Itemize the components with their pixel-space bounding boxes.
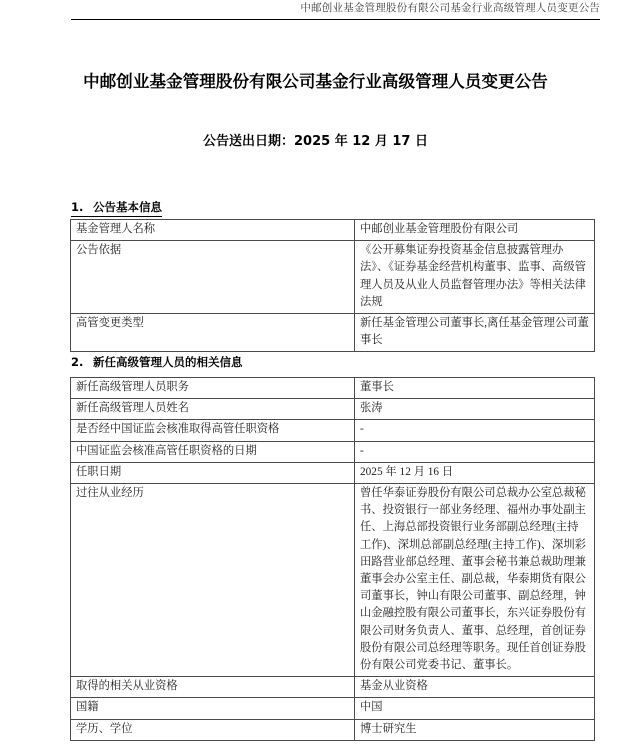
row-value: - [355,420,595,441]
section-number-1: 1. [71,200,84,214]
table-row [71,484,595,677]
title-block [0,69,631,95]
table-row [71,241,595,314]
table-row [71,462,595,483]
table-row [71,420,595,441]
new-executive-info-table [70,377,595,741]
section-title-2: 新任高级管理人员的相关信息 [93,355,243,369]
table-row [71,677,595,698]
running-header [0,0,631,22]
basic-info-table [70,219,595,352]
row-value: 张涛 [355,399,595,420]
row-label: 中国证监会核准高管任职资格的日期 [71,441,355,462]
page-title: 中邮创业基金管理股份有限公司基金行业高级管理人员变更公告 [83,72,548,91]
row-value: 曾任华泰证券股份有限公司总裁办公室总裁秘书、投资银行一部业务经理、福州办事处副主任、上海总部投资银行业务部副总经理(主持工作)、深圳总部副总经理(主持工作)、深圳彩田路营业部总经理、董事会秘书兼总裁助理兼董事会办公室主任、副总裁，华泰期货有限公司董事长，钟山有限公司董事、副总经理，钟山金融控股有限公司董事长，东兴证券股份有限公司财务负责人、董事、总经理，首创证券股份有限公司总经理等职务。现任首创证券股份有限公司党委书记、董事长。 [355,484,595,677]
table-row [71,399,595,420]
table-row [71,441,595,462]
row-value: 董事长 [355,378,595,399]
table-row [71,698,595,719]
section-heading-1 [71,199,162,217]
row-label: 新任高级管理人员姓名 [71,399,355,420]
row-label: 基金管理人名称 [71,220,355,241]
running-header-title: 中邮创业基金管理股份有限公司基金行业高级管理人员变更公告 [300,3,600,14]
row-value: 博士研究生 [355,719,595,740]
table-row [71,314,595,352]
row-label: 任职日期 [71,462,355,483]
table-row [71,220,595,241]
section-title-1: 公告基本信息 [93,200,162,214]
table-row [71,719,595,740]
row-value: 《公开募集证券投资基金信息披露管理办法》、《证券基金经营机构董事、监事、高级管理人员及从业人员监督管理办法》等相关法律法规 [355,241,595,314]
table-row [71,378,595,399]
row-value: 基金从业资格 [355,677,595,698]
row-value: 中邮创业基金管理股份有限公司 [355,220,595,241]
announcement-date: 公告送出日期：2025 年 12 月 17 日 [203,134,428,149]
row-value: 中国 [355,698,595,719]
row-label: 国籍 [71,698,355,719]
section-heading-2 [71,354,243,370]
row-value: 2025 年 12 月 16 日 [355,462,595,483]
section-number-2: 2. [71,355,84,369]
row-label: 公告依据 [71,241,355,314]
row-value: 新任基金管理公司董事长,离任基金管理公司董事长 [355,314,595,352]
row-label: 学历、学位 [71,719,355,740]
row-value: - [355,441,595,462]
row-label: 取得的相关从业资格 [71,677,355,698]
row-label: 过往从业经历 [71,484,355,677]
row-label: 是否经中国证监会核准取得高管任职资格 [71,420,355,441]
row-label: 高管变更类型 [71,314,355,352]
header-rule-line [71,19,600,20]
row-label: 新任高级管理人员职务 [71,378,355,399]
